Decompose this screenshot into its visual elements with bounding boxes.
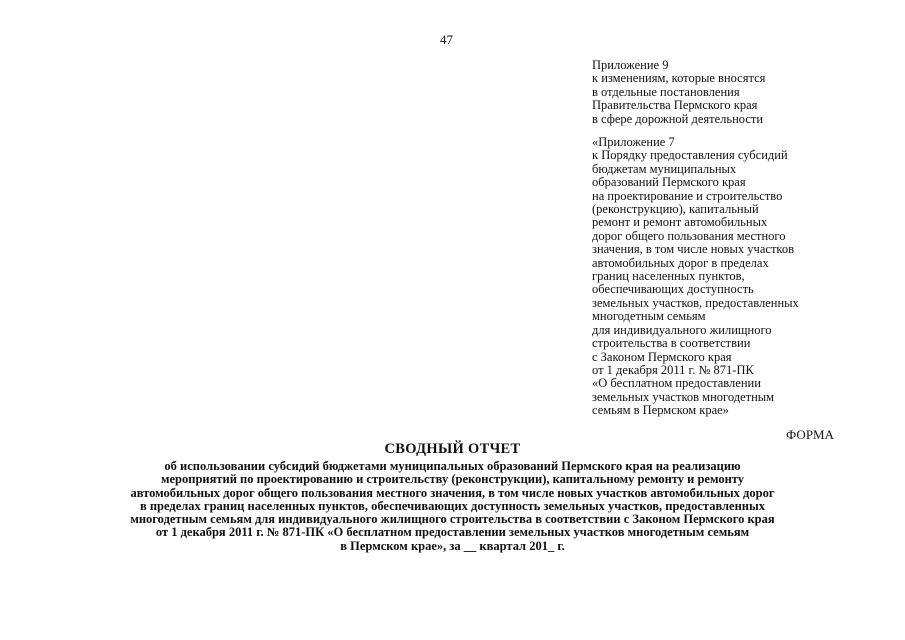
appendix-7-line: обеспечивающих доступность xyxy=(592,282,754,297)
appendix-7-line: для индивидуального жилищного xyxy=(592,322,772,337)
appendix-9-line: Приложение 9 xyxy=(592,58,669,72)
appendix-7-line: бюджетам муниципальных xyxy=(592,161,737,176)
report-title: СВОДНЫЙ ОТЧЕТ xyxy=(384,441,521,457)
appendix-7-line: значения, в том числе новых участков xyxy=(592,242,794,257)
appendix-7-line: земельных участков многодетным xyxy=(592,389,775,404)
appendix-9-line: Правительства Пермского края xyxy=(592,98,758,113)
appendix-7-line: многодетным семьям xyxy=(592,309,706,324)
appendix-7-line: от 1 декабря 2011 г. № 871-ПК xyxy=(592,362,754,377)
appendix-7-header xyxy=(592,136,892,418)
appendix-7-line: образований Пермского края xyxy=(592,175,746,190)
appendix-7-line: автомобильных дорог в пределах xyxy=(592,255,769,270)
appendix-9-header xyxy=(592,59,892,126)
appendix-7-line: «О бесплатном предоставлении xyxy=(592,376,761,391)
appendix-7-line: ремонт и ремонт автомобильных xyxy=(592,215,768,230)
report-subtitle-line: в пределах границ населенных пунктов, обеспечивающих доступность земельных участков, предоставленных xyxy=(139,498,766,513)
report-subtitle xyxy=(0,460,905,553)
report-subtitle-line: об использовании субсидий бюджетами муниципальных образований Пермского края на реализацию xyxy=(164,459,741,473)
appendix-7-line: земельных участков, предоставленных xyxy=(592,295,799,310)
report-subtitle-line: от 1 декабря 2011 г. № 871-ПК «О бесплатном предоставлении земельных участков многодетным семьям xyxy=(155,525,750,540)
appendix-7-line: (реконструкцию), капитальный xyxy=(592,202,759,217)
appendix-7-line: строительства в соответствии xyxy=(592,336,751,351)
appendix-7-line: с Законом Пермского края xyxy=(592,349,732,364)
report-subtitle-line: многодетным семьям для индивидуального жилищного строительства в соответствии с Законом Пермского края xyxy=(130,512,775,527)
appendix-7-line: границ населенных пунктов, xyxy=(592,269,745,284)
report-subtitle-line: автомобильных дорог общего пользования местного значения, в том числе новых участков автомобильных дорог xyxy=(130,485,775,500)
appendix-9-line: в сфере дорожной деятельности xyxy=(592,111,764,126)
appendix-9-line: к изменениям, которые вносятся xyxy=(592,71,766,86)
page-number: 47 xyxy=(440,32,453,47)
appendix-7-line: семьям в Пермском крае» xyxy=(592,403,729,418)
report-subtitle-line: мероприятий по проектированию и строительству (реконструкции), капитальному ремонту и ремонту xyxy=(160,472,744,487)
report-subtitle-line: в Пермском крае», за __ квартал 201_ г. xyxy=(340,538,565,553)
appendix-7-line: «Приложение 7 xyxy=(592,135,675,149)
form-label: ФОРМА xyxy=(786,427,834,442)
appendix-7-line: дорог общего пользования местного xyxy=(592,228,786,243)
appendix-7-line: к Порядку предоставления субсидий xyxy=(592,148,788,163)
appendix-9-line: в отдельные постановления xyxy=(592,84,740,99)
appendix-7-line: на проектирование и строительство xyxy=(592,188,783,203)
